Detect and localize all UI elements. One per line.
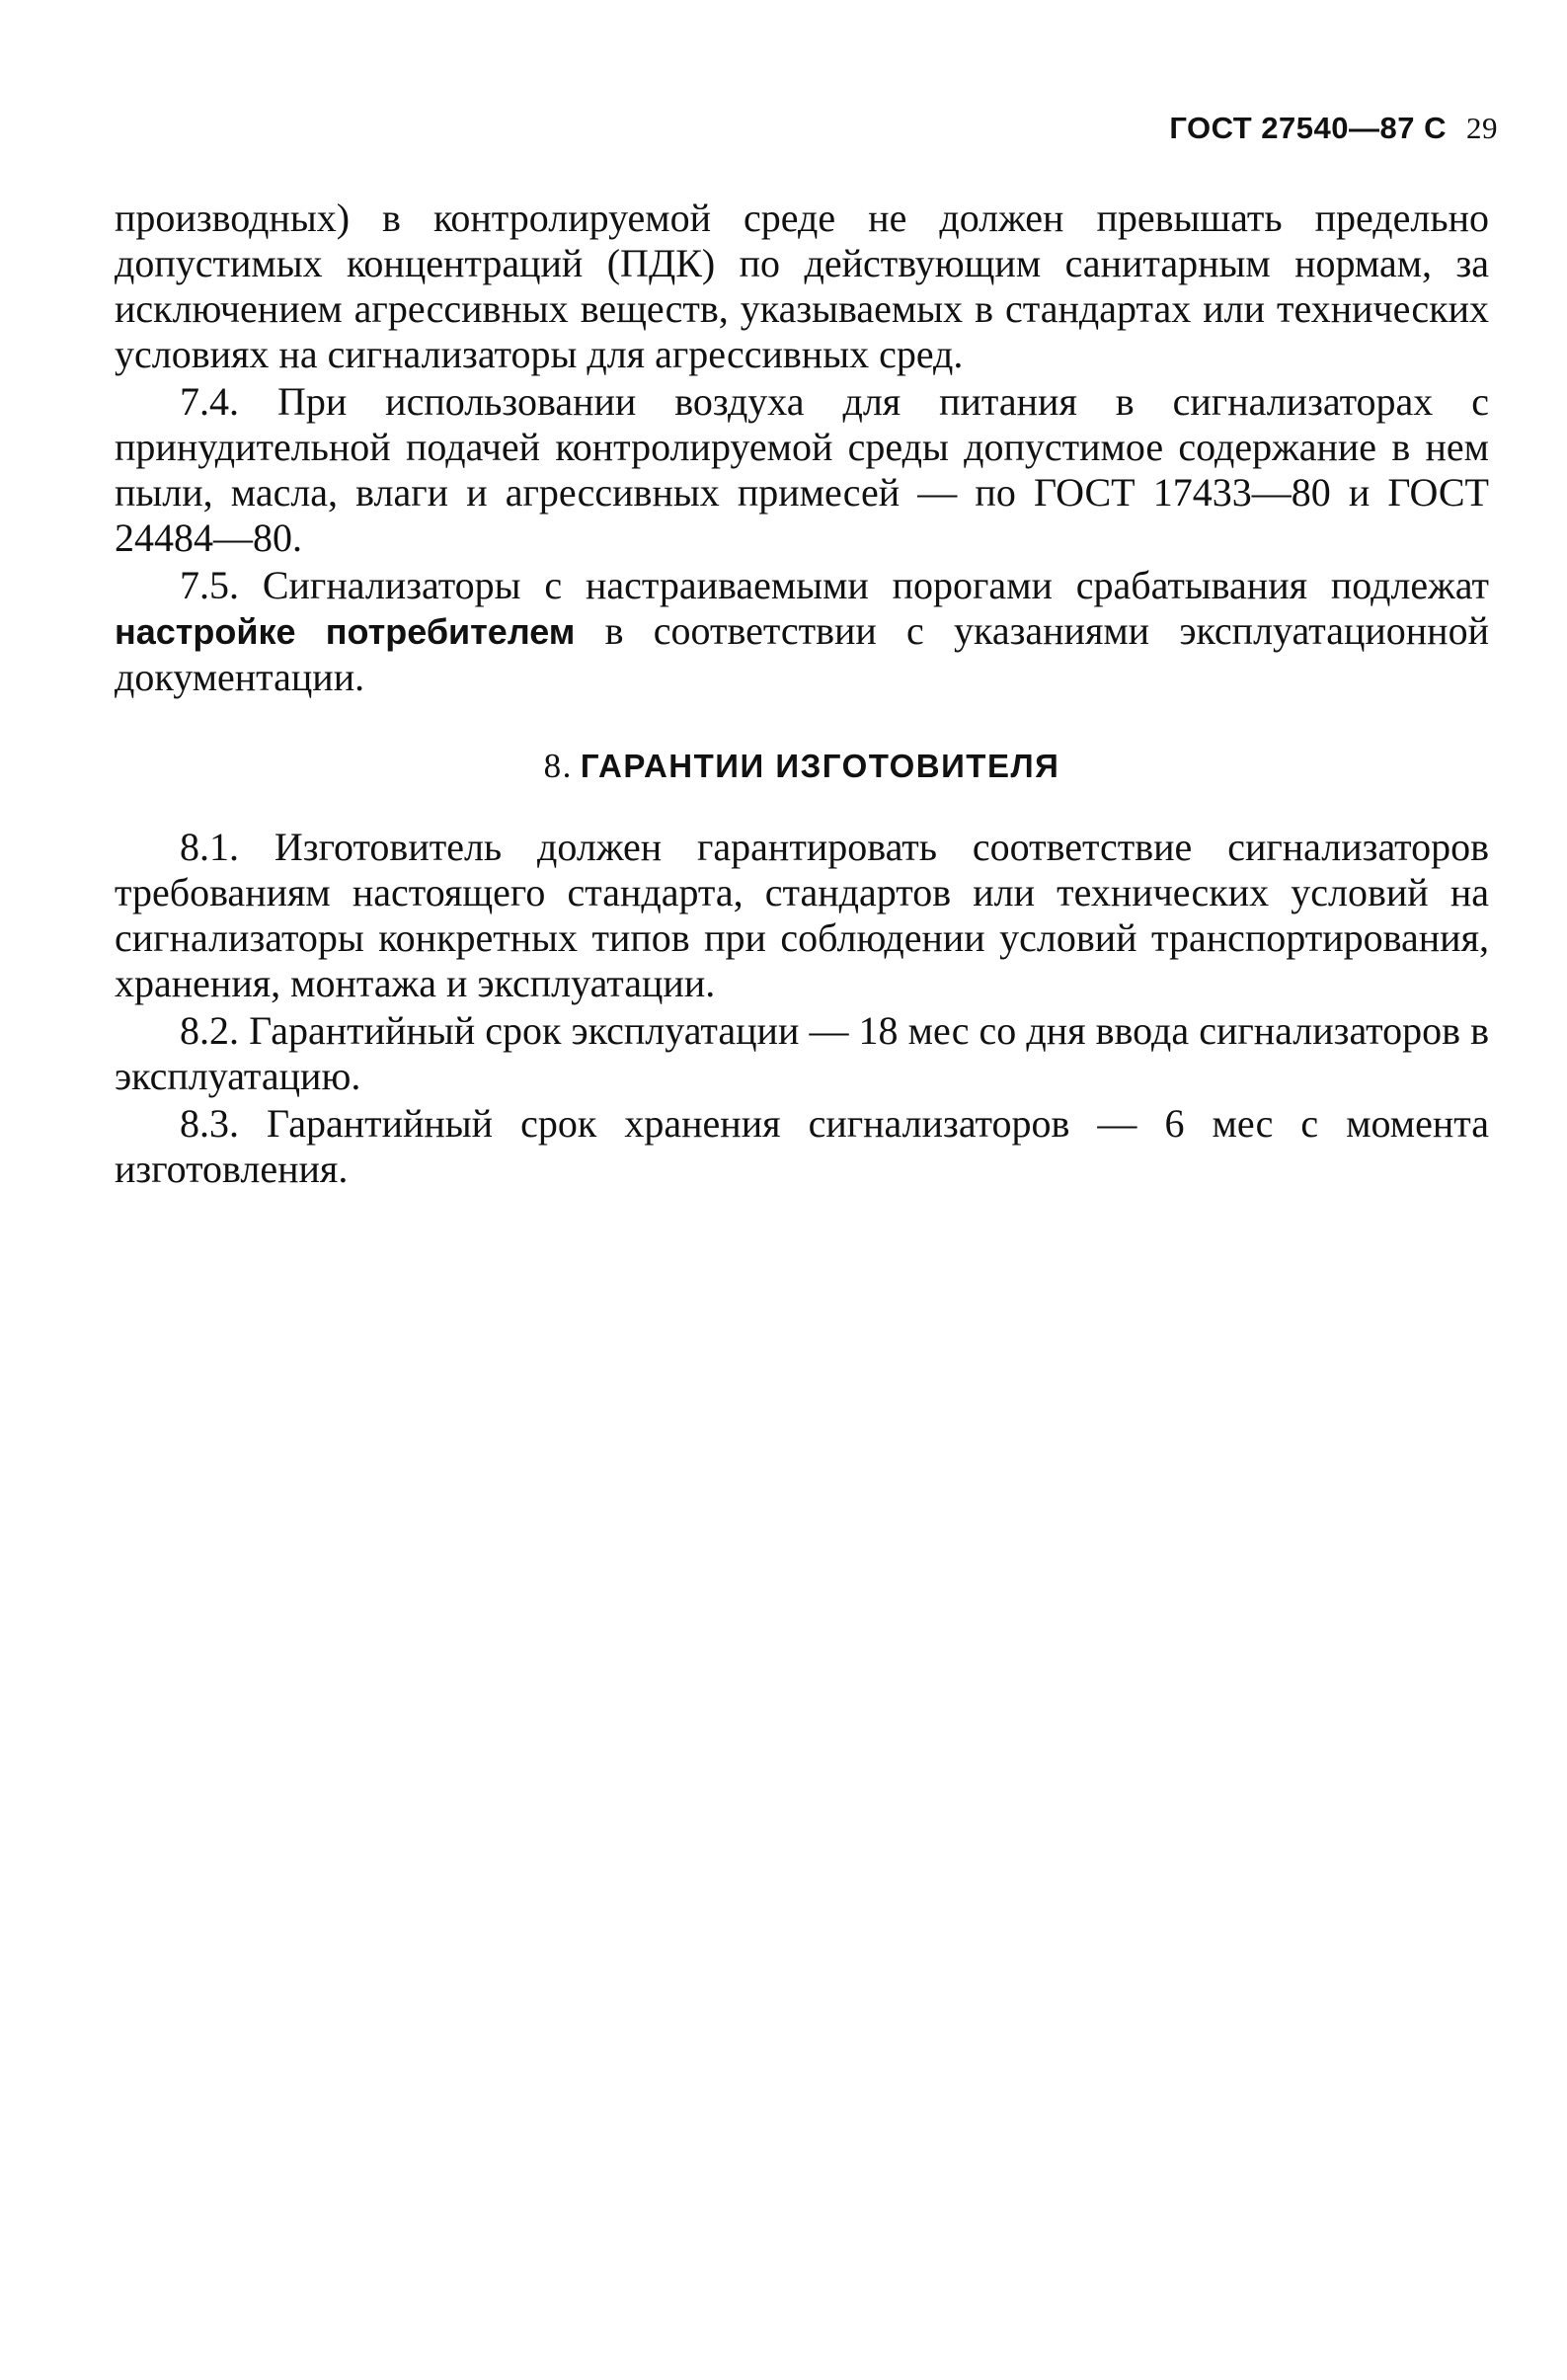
- paragraph-8-2: 8.2. Гарантийный срок эксплуатации — 18 мес со дня ввода сигнализаторов в эксплуатацию.: [115, 1008, 1489, 1098]
- running-header: [1169, 111, 1498, 146]
- standard-code: ГОСТ 27540—87 С: [1169, 111, 1447, 145]
- paragraph-7-4: 7.4. При использовании воздуха для питания в сигнализаторах с принудительной подачей контролируемой среды допустимое содержание в нем пыли, масла, влаги и агрессивных примесей — по ГОСТ 17433—80 и ГОСТ 24484—80.: [115, 379, 1489, 560]
- body-text: [115, 196, 1489, 1194]
- paragraph-7-5-end: в соответствии с указаниями эксплуатационной документации.: [115, 608, 1489, 699]
- section-heading: [115, 744, 1489, 789]
- paragraph-8-3: 8.3. Гарантийный срок хранения сигнализаторов — 6 мес с момента изготовления.: [115, 1101, 1489, 1191]
- paragraph-7-3-continuation: производных) в контролируемой среде не должен превышать предельно допустимых концентраций (ПДК) по действующим санитарным нормам, за исключением агрессивных веществ, указываемых в стандартах или технических условиях на сигнализаторы для агрессивных сред.: [115, 196, 1489, 376]
- paragraph-8-1: 8.1. Изготовитель должен гарантировать соответствие сигнализаторов требованиям настоящего стандарта, стандартов или технических условий на сигнализаторы конкретных типов при соблюдении условий транспортирования, хранения, монтажа и эксплуатации.: [115, 825, 1489, 1005]
- section-number: 8.: [543, 747, 573, 785]
- emphasized-phrase: настройке потребителем: [115, 611, 576, 652]
- section-title: ГАРАНТИИ ИЗГОТОВИТЕЛЯ: [580, 748, 1060, 784]
- page-number: 29: [1466, 111, 1498, 145]
- paragraph-7-5-start: 7.5. Сигнализаторы с настраиваемыми порогами срабатывания подлежат: [180, 563, 1489, 607]
- paragraph-7-5: [115, 563, 1489, 700]
